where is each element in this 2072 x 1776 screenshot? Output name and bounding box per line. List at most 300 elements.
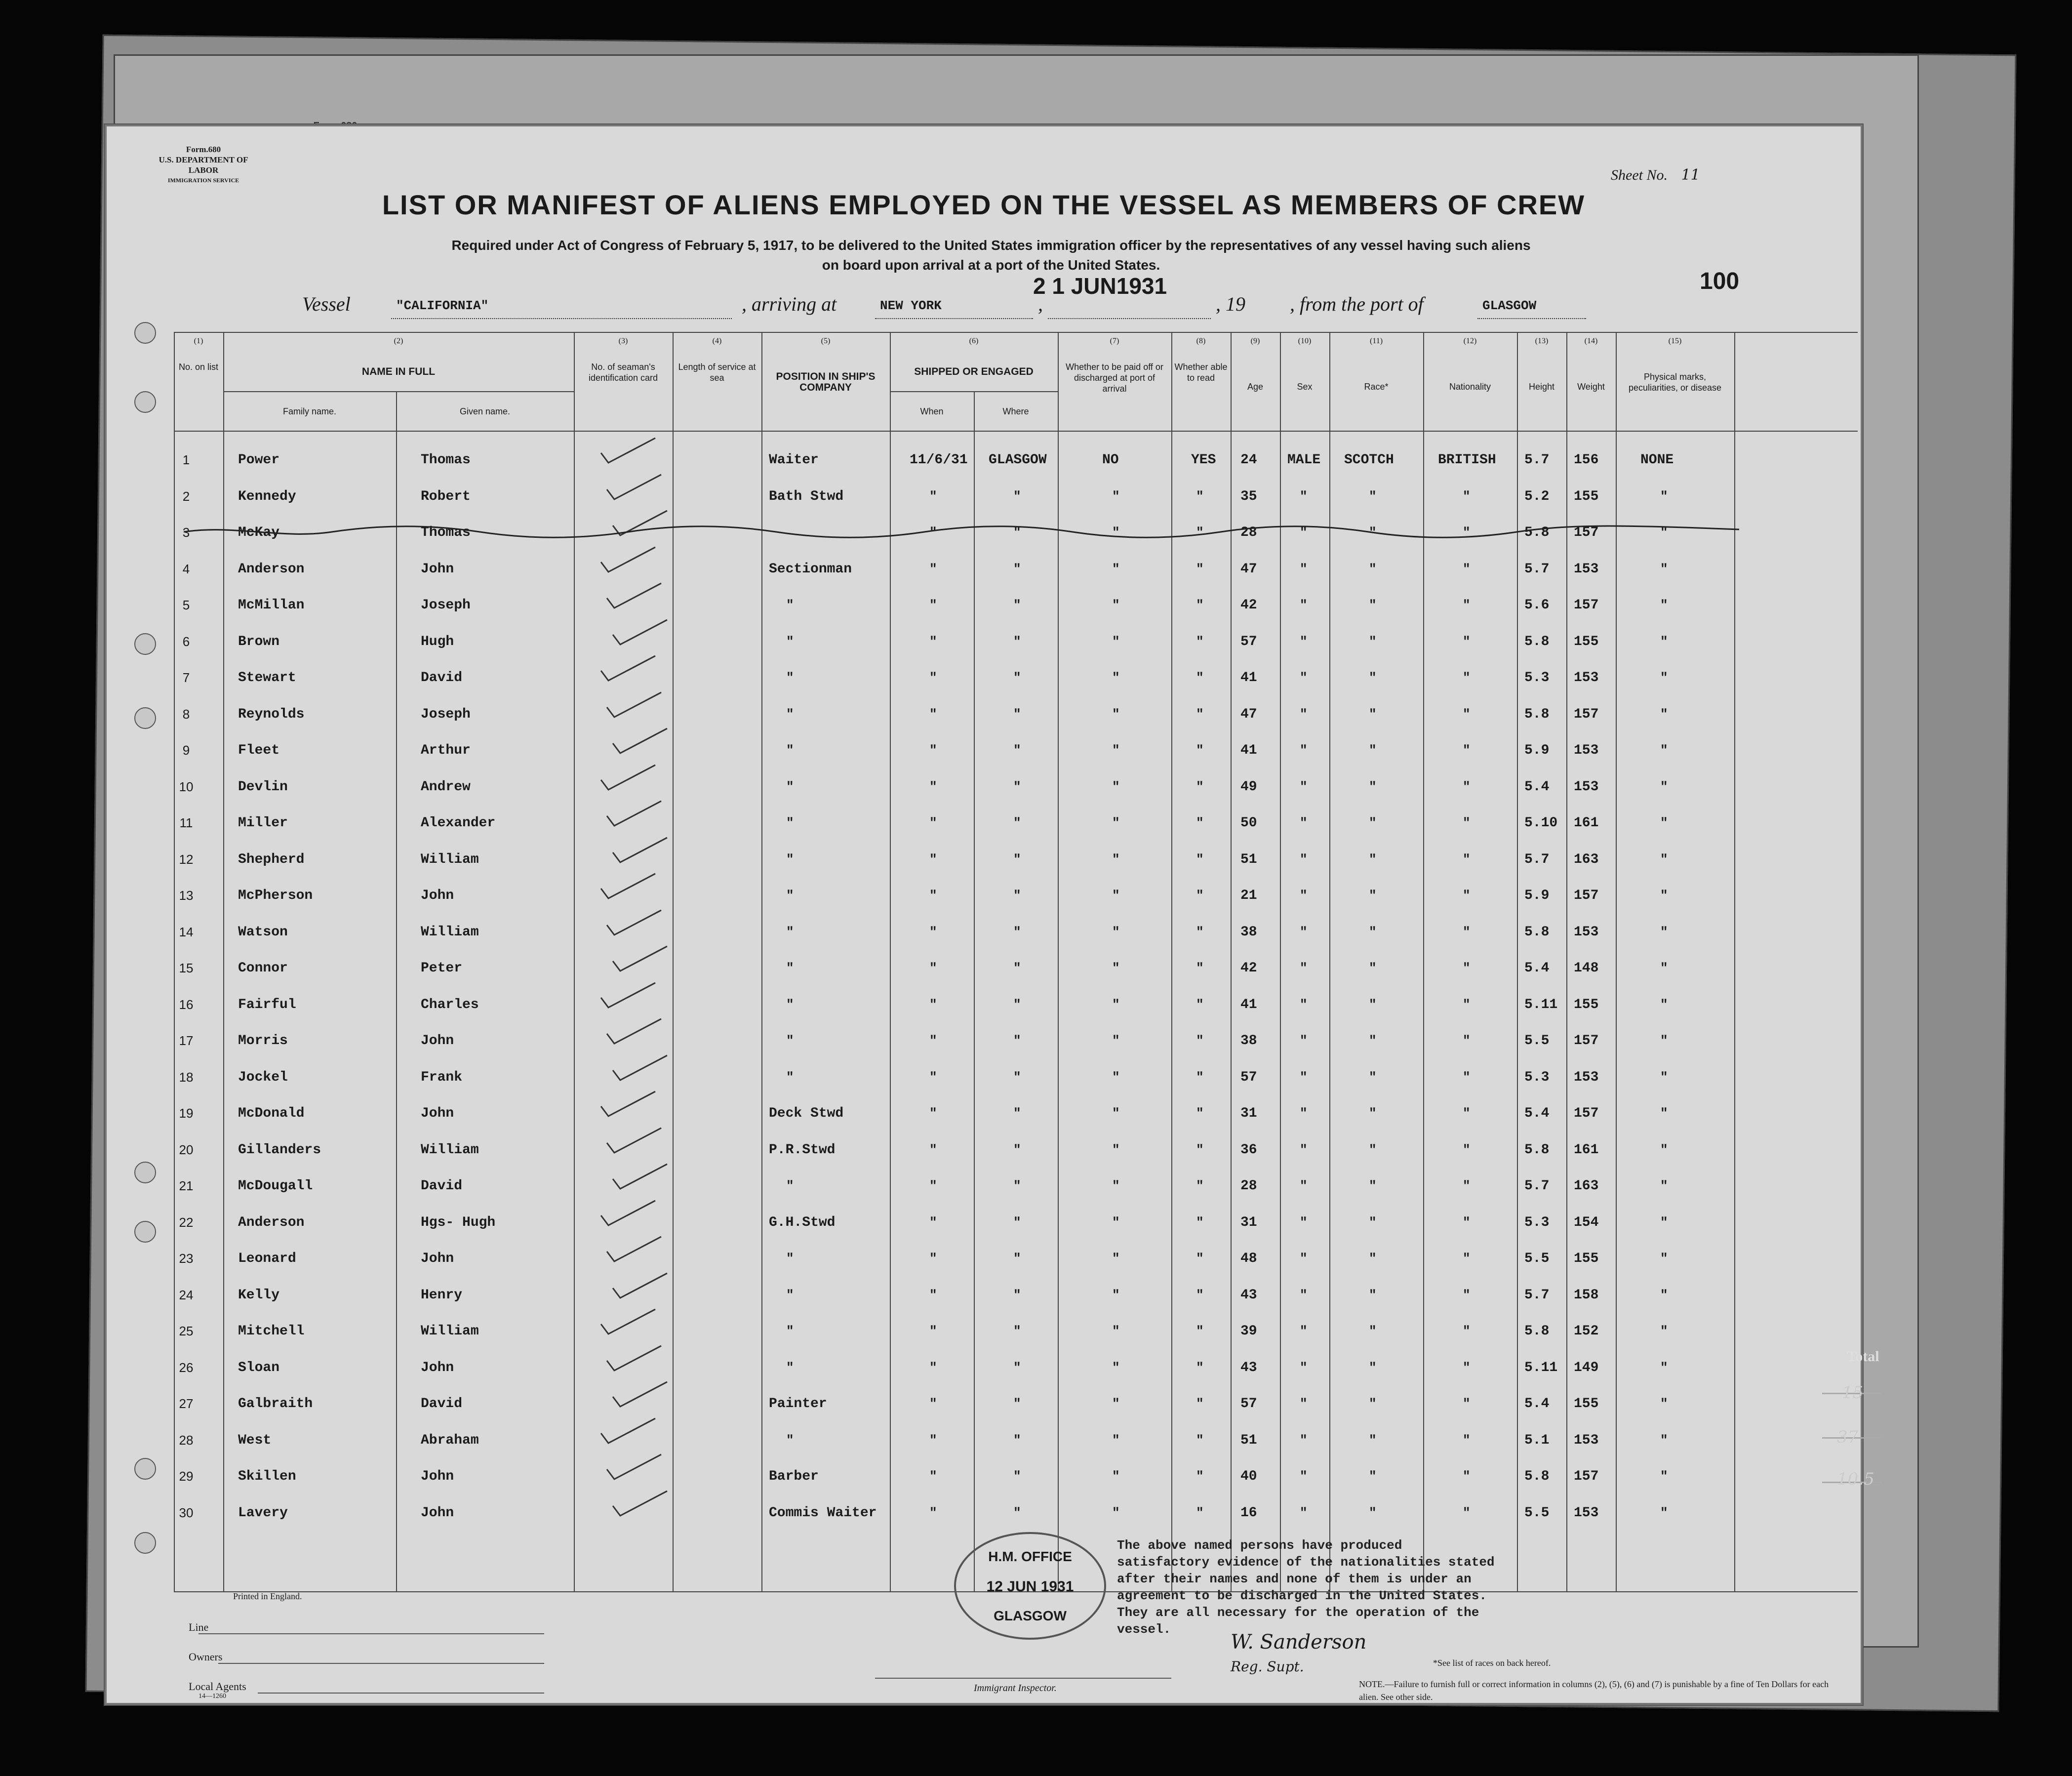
ditto-mark: " [1463,1178,1471,1193]
ditto-mark: " [1300,1324,1308,1338]
header-name-in-full: NAME IN FULL [361,366,436,377]
ditto-mark: " [1300,1287,1308,1302]
ditto-mark: " [1660,743,1668,758]
side-total-value: 37 [1837,1427,1859,1447]
ditto-mark: " [1660,1033,1668,1048]
row-number: 7 [182,670,190,685]
ditto-mark: " [1196,561,1204,576]
family-name: Mitchell [238,1324,305,1339]
ditto-mark: " [1112,1251,1120,1266]
ditto-mark: " [1369,525,1377,540]
row-number: 16 [179,997,194,1012]
ditto-mark: " [1196,1432,1204,1448]
ditto-mark: " [1300,997,1308,1012]
ditto-mark: " [1369,961,1377,975]
given-name: Hugh [421,634,454,649]
row-number: 24 [179,1287,194,1302]
punch-hole [134,322,156,344]
ditto-mark: " [786,1069,794,1085]
position: P.R.Stwd [769,1142,836,1158]
page-subtitle [312,236,1670,275]
age: 28 [1240,525,1257,540]
age: 42 [1240,961,1257,976]
row-number: 4 [182,561,190,576]
ditto-mark: " [1196,1142,1204,1157]
age: 57 [1240,1069,1257,1085]
height: 5.11 [1524,997,1558,1012]
ditto-mark: " [786,851,794,867]
row-number: 10 [179,779,194,794]
row-number: 17 [179,1033,194,1048]
check-mark [598,1198,658,1228]
ditto-mark: " [1369,1505,1377,1520]
ditto-mark: " [1300,779,1308,794]
ditto-mark: " [1013,1214,1021,1230]
column-number: (13) [1535,337,1549,345]
ditto-mark: " [1300,1142,1308,1157]
weight: 155 [1574,997,1599,1012]
ditto-mark: " [1660,525,1668,540]
ditto-mark: " [929,598,937,612]
given-name: Thomas [421,525,471,540]
ditto-mark: " [929,706,937,722]
punch-hole [134,391,156,413]
given-name: William [421,851,479,867]
ditto-mark: " [1196,1251,1204,1266]
ditto-mark: " [1112,706,1120,722]
subtitle-line-1: Required under Act of Congress of February 5, 1917, to be delivered to the United States immigration officer by the representatives of any vessel having such aliens [451,238,1531,253]
signature-title: Reg. Supt. [1231,1658,1304,1675]
ditto-mark: " [1196,997,1204,1012]
ditto-mark: " [1013,743,1021,758]
check-mark [610,835,670,865]
ditto-mark: " [1013,1287,1021,1302]
ditto-mark: " [1300,525,1308,540]
ditto-mark: " [1196,525,1204,540]
ditto-mark: " [929,1069,937,1085]
height: 5.4 [1524,961,1550,976]
ditto-mark: " [1112,779,1120,794]
ditto-mark: " [1013,1142,1021,1157]
position: Commis Waiter [769,1505,877,1521]
given-name: John [421,1033,454,1049]
ditto-mark: " [1463,1069,1471,1085]
weight: 163 [1574,851,1599,867]
page-title: LIST OR MANIFEST OF ALIENS EMPLOYED ON THE VESSEL AS MEMBERS OF CREW [382,189,1586,220]
row-number: 1 [182,452,190,467]
ditto-mark: " [929,1287,937,1302]
ditto-mark: " [929,1396,937,1411]
ditto-mark: " [1300,1505,1308,1520]
family-name: Power [238,452,280,468]
arriving-comma: , [1038,293,1043,315]
row-number: 21 [179,1178,194,1193]
weight: 156 [1574,452,1599,468]
family-name: Watson [238,924,288,940]
ditto-mark: " [1112,1287,1120,1302]
ditto-mark: " [1660,1069,1668,1085]
header-height: Height [1528,382,1555,392]
ditto-mark: " [929,1469,937,1484]
header-weight: Weight [1577,382,1605,392]
height: 5.8 [1524,1142,1550,1158]
row-number: 5 [182,598,190,612]
row-number: 20 [179,1142,194,1157]
family-name: Skillen [238,1469,296,1484]
punch-hole [134,1458,156,1480]
weight: 155 [1574,1396,1599,1412]
age: 31 [1240,1214,1257,1230]
ditto-mark: " [1660,1106,1668,1121]
row-number: 28 [179,1432,194,1448]
age: 57 [1240,634,1257,649]
height: 5.5 [1524,1033,1550,1049]
column-number: (11) [1369,337,1383,345]
ditto-mark: " [1112,997,1120,1012]
ditto-mark: " [1112,1142,1120,1157]
height: 5.8 [1524,1469,1550,1484]
header-when: When [920,406,944,416]
ditto-mark: " [786,1178,794,1193]
given-name: John [421,1360,454,1375]
ditto-mark: " [1196,1106,1204,1121]
check-mark [610,944,670,973]
footer [105,1586,1863,1705]
ditto-mark: " [1196,815,1204,830]
header-position: POSITION IN SHIP'S COMPANY [776,371,876,393]
row-number: 22 [179,1214,194,1230]
height: 5.8 [1524,924,1550,940]
given-name: David [421,670,463,686]
ditto-mark: " [1660,779,1668,794]
column-number: (1) [194,337,203,345]
ditto-mark: " [786,1251,794,1266]
punch-hole [134,1162,156,1183]
ditto-mark: " [786,888,794,903]
ditto-mark: " [1463,815,1471,830]
ditto-mark: " [1013,1360,1021,1375]
ditto-mark: " [1463,743,1471,758]
row-number: 25 [179,1324,194,1338]
ditto-mark: " [786,598,794,612]
ditto-mark: " [1369,1396,1377,1411]
weight: 153 [1574,1069,1599,1085]
column-number: (6) [969,337,979,345]
ditto-mark: " [1660,851,1668,867]
age: 38 [1240,1033,1257,1049]
family-name: Fairful [238,997,296,1012]
age: 57 [1240,1396,1257,1412]
ditto-mark: " [1196,1069,1204,1085]
age: 31 [1240,1106,1257,1121]
weight: 153 [1574,743,1599,758]
age: 41 [1240,997,1257,1012]
given-name: John [421,1469,454,1484]
ditto-mark: " [929,1324,937,1338]
check-mark [604,908,664,937]
ditto-mark: " [1013,1106,1021,1121]
ditto-mark: " [1013,1505,1021,1520]
form-number: Form.680 [186,145,221,154]
ditto-mark: " [1463,1033,1471,1048]
check-mark [604,1126,664,1155]
subtitle-line-2: on board upon arrival at a port of the United States. [822,257,1160,273]
ditto-mark: " [1196,961,1204,975]
header-nationality: Nationality [1449,382,1491,392]
height: 5.7 [1524,1178,1550,1194]
weight: 157 [1574,1469,1599,1484]
age: 51 [1240,1432,1257,1448]
height: 5.3 [1524,1069,1550,1085]
ditto-mark: " [1196,888,1204,903]
ditto-mark: " [1112,888,1120,903]
from-port: GLASGOW [1482,298,1537,313]
check-mark [610,1271,670,1300]
ditto-mark: " [786,961,794,975]
header-race: Race* [1364,382,1389,392]
ditto-mark: " [1369,706,1377,722]
row-number: 6 [182,634,190,649]
side-total-value: 10.5 [1837,1469,1874,1489]
check-mark [598,871,658,901]
ditto-mark: " [1463,488,1471,504]
ditto-mark: " [1369,1324,1377,1338]
row-number: 13 [179,888,194,903]
height: 5.7 [1524,851,1550,867]
given-name: Frank [421,1069,463,1085]
age: 50 [1240,815,1257,831]
given-name: Joseph [421,598,471,613]
family-name: Reynolds [238,706,305,722]
family-name: Stewart [238,670,296,686]
owners-label: Owners [189,1651,223,1663]
age: 43 [1240,1360,1257,1375]
given-name: John [421,1106,454,1121]
ditto-mark: " [1369,1069,1377,1085]
column-number: (15) [1668,337,1682,345]
family-name: Shepherd [238,851,305,867]
page-number: 100 [1700,268,1740,294]
ditto-mark: " [1463,598,1471,612]
race: SCOTCH [1344,452,1394,468]
height: 5.11 [1524,1360,1558,1375]
height: 5.8 [1524,634,1550,649]
family-name: Connor [238,961,288,976]
ditto-mark: " [1013,997,1021,1012]
ditto-mark: " [1463,924,1471,939]
ditto-mark: " [1112,815,1120,830]
ditto-mark: " [1660,888,1668,903]
family-name: Leonard [238,1251,296,1266]
ditto-mark: " [1112,598,1120,612]
check-mark [604,690,664,720]
row-number: 9 [182,743,190,758]
position: Barber [769,1469,819,1484]
given-name: Abraham [421,1432,479,1448]
weight: 163 [1574,1178,1599,1194]
ditto-mark: " [786,779,794,794]
ditto-mark: " [1369,598,1377,612]
ditto-mark: " [929,1251,937,1266]
ditto-mark: " [1300,670,1308,685]
ditto-mark: " [1463,851,1471,867]
ditto-mark: " [1196,779,1204,794]
given-name: John [421,1251,454,1266]
punch-hole [134,1221,156,1243]
ditto-mark: " [1660,1396,1668,1411]
vessel-label: Vessel [302,293,351,315]
ditto-mark: " [929,888,937,903]
column-number: (10) [1298,337,1312,345]
races-note: *See list of races on back hereof. [1433,1658,1551,1668]
position: Bath Stwd [769,488,844,504]
header-sex: Sex [1297,382,1313,392]
row-number: 15 [179,961,194,975]
ditto-mark: " [1013,525,1021,540]
family-name: Fleet [238,743,280,758]
ditto-mark: " [1369,1469,1377,1484]
age: 16 [1240,1505,1257,1521]
ditto-mark: " [786,670,794,685]
age: 35 [1240,488,1257,504]
family-name: Brown [238,634,280,649]
stamp-office: H.M. OFFICE [988,1549,1072,1564]
ditto-mark: " [1196,670,1204,685]
family-name: Sloan [238,1360,280,1375]
ditto-mark: " [1196,598,1204,612]
height: 5.2 [1524,488,1550,504]
family-name: McMillan [238,598,305,613]
ditto-mark: " [929,561,937,576]
weight: 148 [1574,961,1599,976]
column-number: (4) [712,337,722,345]
signature-name: W. Sanderson [1231,1631,1367,1654]
ditto-mark: " [1300,1178,1308,1193]
ditto-mark: " [1369,851,1377,867]
ditto-mark: " [929,961,937,975]
row-number: 18 [179,1069,194,1085]
ditto-mark: " [1300,851,1308,867]
ditto-mark: " [1463,1324,1471,1338]
ditto-mark: " [1196,1324,1204,1338]
check-mark [610,726,670,756]
height: 5.7 [1524,561,1550,577]
weight: 157 [1574,598,1599,613]
column-number: (9) [1250,337,1260,345]
ditto-mark: " [1369,1287,1377,1302]
ditto-mark: " [1660,634,1668,649]
ditto-mark: " [929,924,937,939]
ditto-mark: " [1112,1324,1120,1338]
ditto-mark: " [786,924,794,939]
paid-off: NO [1102,452,1119,468]
ditto-mark: " [1013,670,1021,685]
ditto-mark: " [1369,1106,1377,1121]
ditto-mark: " [1013,1324,1021,1338]
height: 5.1 [1524,1432,1550,1448]
line-label: Line [189,1621,209,1633]
ditto-mark: " [929,1142,937,1157]
ditto-mark: " [1300,561,1308,576]
family-name: McPherson [238,888,313,903]
ditto-mark: " [1300,1069,1308,1085]
age: 36 [1240,1142,1257,1158]
ditto-mark: " [1300,706,1308,722]
ditto-mark: " [786,1432,794,1448]
age: 24 [1240,452,1257,468]
height: 5.4 [1524,1396,1550,1412]
ditto-mark: " [1112,1505,1120,1520]
ditto-mark: " [1300,1432,1308,1448]
header-paid-off: Whether to be paid off or discharged at port of arrival [1066,362,1163,394]
ditto-mark: " [1369,670,1377,685]
ditto-mark: " [1013,1432,1021,1448]
check-mark [598,1089,658,1119]
ditto-mark: " [1112,1360,1120,1375]
given-name: Henry [421,1287,463,1303]
age: 43 [1240,1287,1257,1303]
ditto-mark: " [1013,488,1021,504]
weight: 157 [1574,1106,1599,1121]
form-department: U.S. DEPARTMENT OF LABOR [159,155,248,175]
header-family-name: Family name. [282,406,337,416]
given-name: Peter [421,961,463,976]
weight: 153 [1574,561,1599,577]
ditto-mark: " [786,1033,794,1048]
age: 41 [1240,670,1257,686]
weight: 153 [1574,1505,1599,1521]
age: 40 [1240,1469,1257,1484]
check-mark [610,1489,670,1518]
ditto-mark: " [1369,779,1377,794]
header-age: Age [1247,382,1264,392]
family-name: McDonald [238,1106,305,1121]
ditto-mark: " [929,488,937,504]
ditto-mark: " [1196,1396,1204,1411]
family-name: Devlin [238,779,288,795]
ditto-mark: " [1300,815,1308,830]
ditto-mark: " [1013,1469,1021,1484]
ditto-mark: " [1463,1214,1471,1230]
ditto-mark: " [1196,1469,1204,1484]
position: Deck Stwd [769,1106,844,1121]
vessel-name: "CALIFORNIA" [396,298,489,313]
given-name: Robert [421,488,471,504]
ditto-mark: " [1112,961,1120,975]
row-number: 8 [182,706,190,722]
ditto-mark: " [1660,1432,1668,1448]
ditto-mark: " [1300,598,1308,612]
ditto-mark: " [1660,997,1668,1012]
header-where: Where [1002,406,1029,416]
check-mark [598,545,658,574]
given-name: John [421,1505,454,1521]
weight: 157 [1574,525,1599,540]
ditto-mark: " [1300,1033,1308,1048]
height: 5.9 [1524,743,1550,758]
ditto-mark: " [1369,488,1377,504]
ditto-mark: " [1112,670,1120,685]
given-name: Joseph [421,706,471,722]
ditto-mark: " [1463,1106,1471,1121]
ditto-mark: " [1013,924,1021,939]
from-port-label: , from the port of [1290,293,1424,315]
penalty-note: NOTE.—Failure to furnish full or correct information in columns (2), (5), (6) and (7) is punishable by a fine of Ten Dollars for each alien. See other side. [1359,1679,1829,1702]
side-total-value: 15 [1842,1383,1864,1403]
ditto-mark: " [1300,1396,1308,1411]
ditto-mark: " [1013,1178,1021,1193]
ditto-mark: " [929,1214,937,1230]
